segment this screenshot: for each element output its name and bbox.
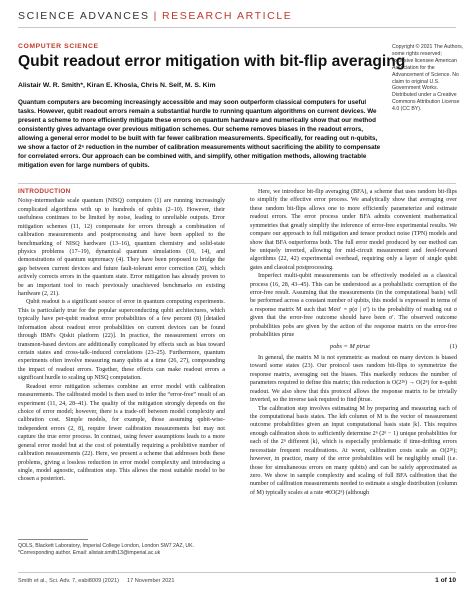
subject-category: COMPUTER SCIENCE <box>18 43 99 50</box>
journal-name: SCIENCE ADVANCES <box>18 10 150 22</box>
page-number: 1 of 10 <box>435 577 456 584</box>
footnote-rule <box>18 539 88 540</box>
author-list: Alistair W. R. Smith*, Kiran E. Khosla, Chris N. Self, M. S. Kim <box>18 82 216 89</box>
footer-rule <box>18 572 456 573</box>
intro-paragraph-2: Qubit readout is a significant source of error in quantum computing experiments. This is particularly true for the popular superconducting qubit architectures, which typically have per-qubit readout error probabilities of a few percent (8) [detailed information about readout error probabilities on current devices can be found through IBM's Qiskit platform (22)]. In practice, the measurement errors on transmon-based devices are additionally complicated by effects such as bias toward certain states and cross-talk–induced correlations (23–25). Furthermore, quantum experiments often involve measuring many qubits at a time (26, 27), compounding the impact of readout errors. Together, these effects can make readout errors a significant hurdle to scaling up NISQ computation. <box>18 299 225 382</box>
publication-date: 17 November 2021 <box>126 578 175 584</box>
right-paragraph-2: Imperfect multi-qubit measurements can be effectively modeled as a classical process (16, 28, 43–45). This can be understood as a probabilistic corruption of the error-free result. Assuming that the measurements (in the computational basis) will be performed across a constant number of qubits, this model is expressed in terms of a response matrix M such that Mσσ′ = p(σ | σ′) is the probability of reading out σ given that the error-free outcome should have been σ′. The observed outcome probabilities pobs are given by the action of the response matrix on the error-free probabilities ptrue <box>250 273 457 339</box>
right-column <box>250 188 457 497</box>
equation-number: (1) <box>449 342 457 350</box>
header-separator: | <box>153 10 158 22</box>
abstract <box>18 98 381 170</box>
right-paragraph-3: In general, the matrix M is not symmetric as readout on many devices is biased toward some states (23). Our protocol uses random bit-flips to symmetrize the response matrix, averaging out the biases. This markedly reduces the number of parameters required to define this matrix; this reduction is O(2²ⁿ) → O(2ⁿ) for n-qubit readout. We also show that this protocol allows the response matrix to be trivially inverted, so the inverse task required to find p̂true. <box>250 355 457 404</box>
equation-text: pobs = M ptrue <box>329 342 370 350</box>
intro-paragraph-3: Readout error mitigation schemes combine an error model with calibration measurements. The calibrated model is then used to infer the “error-free” result of an experiment (11, 24, 28–41). The quality of the mitigation strongly depends on the choice of error model; however, there is a trade-off between model complexity and calibration cost. Simple models, for example, those assuming qubit-wise-independent errors (2, 8), require fewer calibration measurements but may not capture the true error process. In contrast, using fewer assumptions leads to a more general error model but at the cost of potentially requiring a prohibitive number of calibration measurements (22). Here, we present a scheme that addresses both these problems, giving a lossless reduction in error model complexity and introducing a single, model agnostic, calibration step. This allows the most suitable model to be chosen a posteriori. <box>18 383 225 483</box>
abstract-text: Quantum computers are becoming increasingly accessible and may soon outperform classical computers for useful tasks. However, qubit readout errors remain a substantial hurdle to running quantum algorithms on current devices. We present a scheme to more efficiently mitigate these errors on quantum hardware and numerically show that our method consistently gives advantage over previous mitigation schemes. Our scheme removes biases in the readout errors, allowing a general error model to be built with far fewer calibration measurements. Specifically, for reading out n-qubits, we show a factor of 2ⁿ reduction in the number of calibration measurements without sacrificing the ability to compensate for correlated errors. Our approach can be combined with, and simplify, other mitigation methods, allowing tractable mitigation even for large numbers of qubits. <box>18 99 381 170</box>
article-title: Qubit readout error mitigation with bit-flip averaging <box>18 53 406 70</box>
equation-1 <box>250 343 457 351</box>
citation-line <box>18 578 175 584</box>
affiliation-note: QOLS, Blackett Laboratory, Imperial College London, London SW7 2AZ, UK. <box>18 543 195 549</box>
citation-text: Smith et al., Sci. Adv. 7, eabi8009 (2021) <box>18 578 119 584</box>
journal-header <box>18 10 292 22</box>
introduction-heading: INTRODUCTION <box>18 188 71 195</box>
right-paragraph-4: The calibration step involves estimating M by preparing and measuring each of the computational basis states. The kth column of M is the vector of measurement outcome probabilities given an input computational basis state |k⟩. This requires enough calibration shots to sufficiently determine 2ⁿ (2ⁿ − 1) unique probabilities for each of the 2ⁿ different |k⟩, which is especially problematic if time-drifting errors necessitate frequent recalibrations. At worst, calibration costs scale as O(2²ⁿ); however, in practice, many of the error probabilities will be negligibly small (i.e. those for simultaneous errors on many qubits) and can be safely approximated as zero. We show in sample complexity and scaling of full BFA calibration that the number of calibration measurements needed to estimate a single distribution (column of M) typically scales at a rate ≪O(2ⁿ) (although <box>250 405 457 496</box>
right-paragraph-1: Here, we introduce bit-flip averaging (BFA), a scheme that uses random bit-flips to simplify the effective error process. We analytically show that averaging over these random bit-flips allows one to more efficiently parameterize and estimate readout errors. The error process under BFA admits convenient mathematical symmetries that greatly simplify the inference of error-free experimental results. We compare our approach to full mitigation and tensor product noise (TPN) models and show that BFA outperforms both. The full error model produced by our method can be uniquely inverted, allowing for mid-circuit measurement and feed-forward algorithms (22, 42) experimental overhead, requiring only a layer of single qubit gates and classical postprocessing. <box>250 189 457 271</box>
article-section: RESEARCH ARTICLE <box>161 10 293 22</box>
intro-paragraph-1: Noisy-intermediate scale quantum (NISQ) computers (1) are running increasingly complicated algorithms with up to hundreds of qubits (2–10). However, their usefulness continues to be limited by noise, leading to unreliable outputs. Error mitigation schemes (11, 12) compensate for errors through a combination of calibration measurements and postprocessing and have been applied to the benchmarking of NISQ hardware (13–16), quantum chemistry and solid-state physics problems (17–19), dynamical quantum simulations (10, 14), and demonstrations of quantum supremacy (4). They have been proposed to bridge the gap between current devices and future fault-tolerant error correction (20), which actively corrects errors in the quantum state. Error mitigation has already proven to be an important tool to reach previously unachieved benchmarks on existing hardware (2, 21). <box>18 198 225 298</box>
copyright-notice: Copyright © 2021 The Authors, some rights reserved; exclusive licensee American Association for the Advancement of Science. No claim to original U.S. Government Works. Distributed under a Creative Commons Attribution License 4.0 (CC BY). <box>392 44 464 113</box>
abstract-rule <box>18 183 456 184</box>
header-rule <box>18 27 456 28</box>
left-column <box>18 188 225 484</box>
footnote <box>18 543 228 557</box>
corresponding-author-note: *Corresponding author. Email: alistair.smith13@imperial.ac.uk <box>18 550 161 557</box>
